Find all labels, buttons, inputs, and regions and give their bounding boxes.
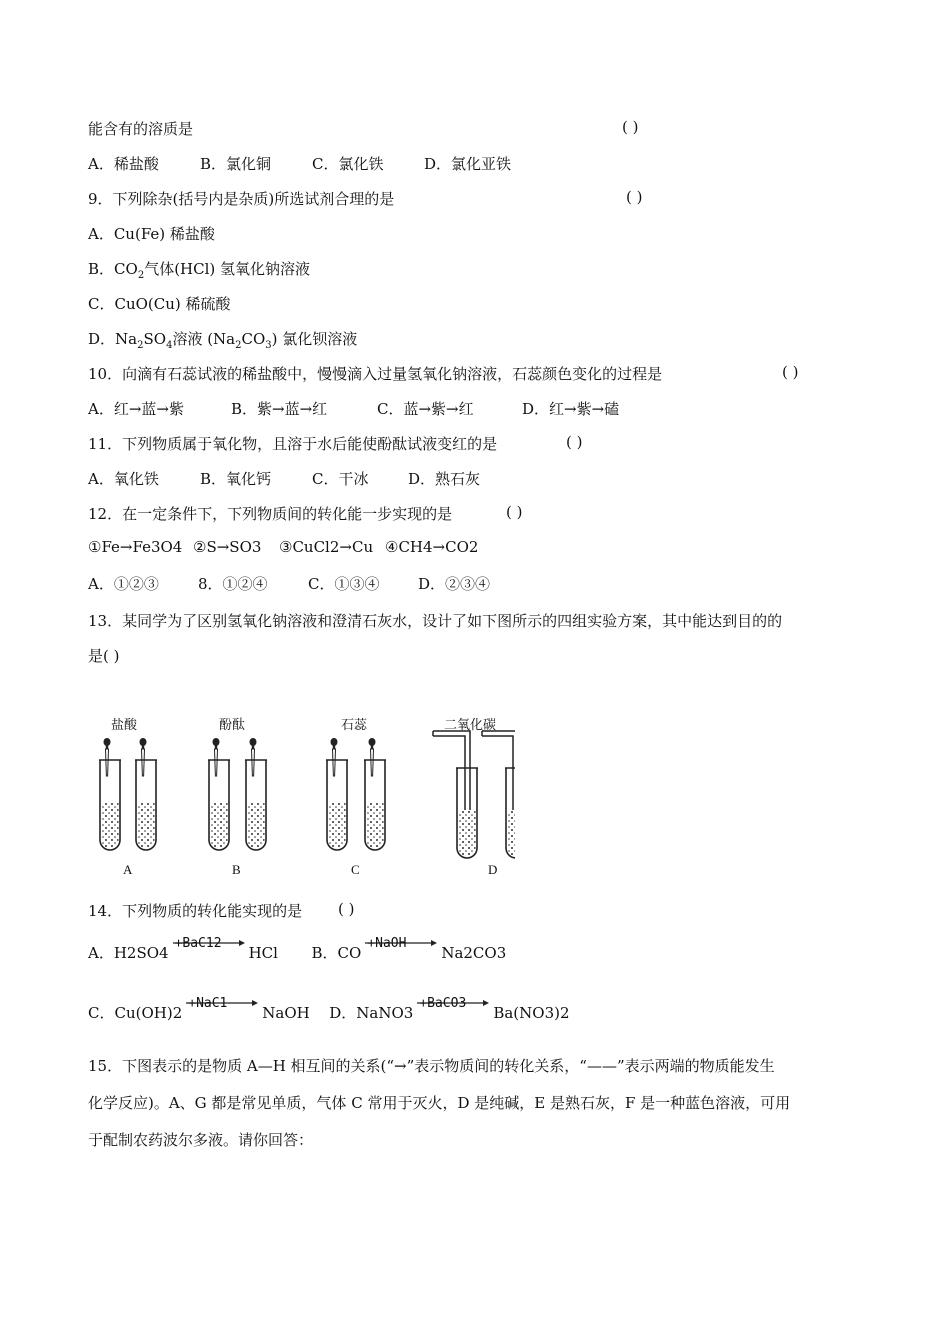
q14-option-b-arrow: +NaOH xyxy=(365,944,437,964)
q11-answer-paren: ( ) xyxy=(566,433,583,451)
figure-caption-a: A xyxy=(123,862,133,877)
q12-item-2: ②S→SO3 xyxy=(193,538,262,556)
q10-option-d: D．红→紫→磕 xyxy=(522,400,620,418)
q13-stem-line1: 13．某同学为了区别氢氧化钠溶液和澄清石灰水，设计了如下图所示的四组实验方案，其中能达到目的的 xyxy=(88,612,783,630)
q12-option-c: C．①③④ xyxy=(308,575,380,593)
q8-answer-paren: ( ) xyxy=(622,118,639,136)
q14-option-a-reactant: A．H2SO4 xyxy=(88,944,169,962)
q14-row-cd xyxy=(88,996,570,1024)
q11-option-d: D．熟石灰 xyxy=(408,470,481,488)
q14-option-c-reactant: C．Cu(OH)2 xyxy=(88,1004,183,1022)
q14-option-d-arrow: +BaCO3 xyxy=(417,1004,489,1024)
q14-option-d-product: Ba(NO3)2 xyxy=(493,1004,570,1022)
q9-stem: 9．下列除杂(括号内是杂质)所选试剂合理的是 xyxy=(88,190,395,208)
q12-item-4: ④CH4→CO2 xyxy=(385,538,479,556)
q11-stem: 11．下列物质属于氧化物，且溶于水后能使酚酞试液变红的是 xyxy=(88,435,498,453)
q15-line3: 于配制农药波尔多液。请你回答： xyxy=(88,1131,314,1149)
q12-option-d: D．②③④ xyxy=(418,575,491,593)
q14-row-ab xyxy=(88,936,507,964)
figure-label-phenolphthalein: 酚酞 xyxy=(219,718,246,733)
q9-option-d: D．$Na_2SO_4$溶液 $(Na_2CO_3)$ 氯化钡溶液 xyxy=(88,330,358,351)
q15-line1: 15．下图表示的是物质 A—H 相互间的关系(“→”表示物质间的转化关系，“——”表示两端的物质能发生 xyxy=(88,1057,775,1075)
q15-line2: 化学反应)。A、G 都是常见单质，气体 C 常用于灭火，D 是纯碱，E 是熟石灰，F 是一种蓝色溶液，可用 xyxy=(88,1094,791,1112)
q12-items xyxy=(88,538,478,556)
figure-caption-c: C xyxy=(351,862,360,877)
q12-item-3: ③CuCl2→Cu xyxy=(279,538,374,556)
q8-option-b: B．氯化铜 xyxy=(200,155,272,173)
q10-option-a: A．红→蓝→紫 xyxy=(88,400,184,418)
q10-options xyxy=(88,398,619,419)
q9-option-c: C．CuO(Cu) 稀硫酸 xyxy=(88,295,231,313)
q8-option-d: D．氯化亚铁 xyxy=(424,155,512,173)
q12-option-b: 8．①②④ xyxy=(198,575,268,593)
q12-stem: 12．在一定条件下，下列物质间的转化能一步实现的是 xyxy=(88,505,453,523)
q10-stem: 10．向滴有石蕊试液的稀盐酸中，慢慢滴入过量氢氧化钠溶液，石蕊颜色变化的过程是 xyxy=(88,365,663,383)
q14-option-a-product: HCl xyxy=(248,944,278,962)
figure-label-hydrochloric-acid: 盐酸 xyxy=(111,718,138,733)
q12-option-a: A．①②③ xyxy=(88,575,159,593)
q14-option-c-arrow: +NaC1 xyxy=(186,1004,258,1024)
q14-stem: 14．下列物质的转化能实现的是 xyxy=(88,902,303,920)
q8-option-a: A．稀盐酸 xyxy=(88,155,159,173)
q14-option-a-arrow: +BaC12 xyxy=(173,944,245,964)
q13-figure xyxy=(95,712,515,882)
q8-stem-tail: 能含有的溶质是 xyxy=(88,120,194,138)
q13-stem-line2: 是( ) xyxy=(88,647,120,665)
q12-options xyxy=(88,573,490,594)
figure-caption-d: D xyxy=(488,862,498,877)
q14-option-c-product: NaOH xyxy=(262,1004,310,1022)
q8-options xyxy=(88,153,511,174)
q14-option-d-reactant: D．NaNO3 xyxy=(329,1004,414,1022)
figure-label-litmus: 石蕊 xyxy=(341,718,368,733)
q9-answer-paren: ( ) xyxy=(626,188,643,206)
q9-option-a: A．Cu(Fe) 稀盐酸 xyxy=(88,225,215,243)
q10-option-b: B．紫→蓝→红 xyxy=(231,400,328,418)
test-tubes-illustration xyxy=(95,712,515,862)
q12-answer-paren: ( ) xyxy=(506,503,523,521)
q14-option-b-product: Na2CO3 xyxy=(441,944,507,962)
q11-option-a: A．氧化铁 xyxy=(88,470,159,488)
q12-item-1: ①Fe→Fe3O4 xyxy=(88,538,183,556)
figure-label-carbon-dioxide: 二氧化碳 xyxy=(444,718,497,733)
q8-option-c: C．氯化铁 xyxy=(312,155,384,173)
q14-option-b-reactant: B．CO xyxy=(311,944,362,962)
figure-caption-b: B xyxy=(232,862,241,877)
q9-option-b: B．$CO_2$气体(HCl) 氢氧化钠溶液 xyxy=(88,260,311,281)
q10-answer-paren: ( ) xyxy=(782,363,799,381)
q10-option-c: C．蓝→紫→红 xyxy=(377,400,474,418)
q11-option-c: C．干冰 xyxy=(312,470,369,488)
q11-option-b: B．氧化钙 xyxy=(200,470,272,488)
q11-options xyxy=(88,468,480,489)
q14-answer-paren: ( ) xyxy=(338,900,355,918)
